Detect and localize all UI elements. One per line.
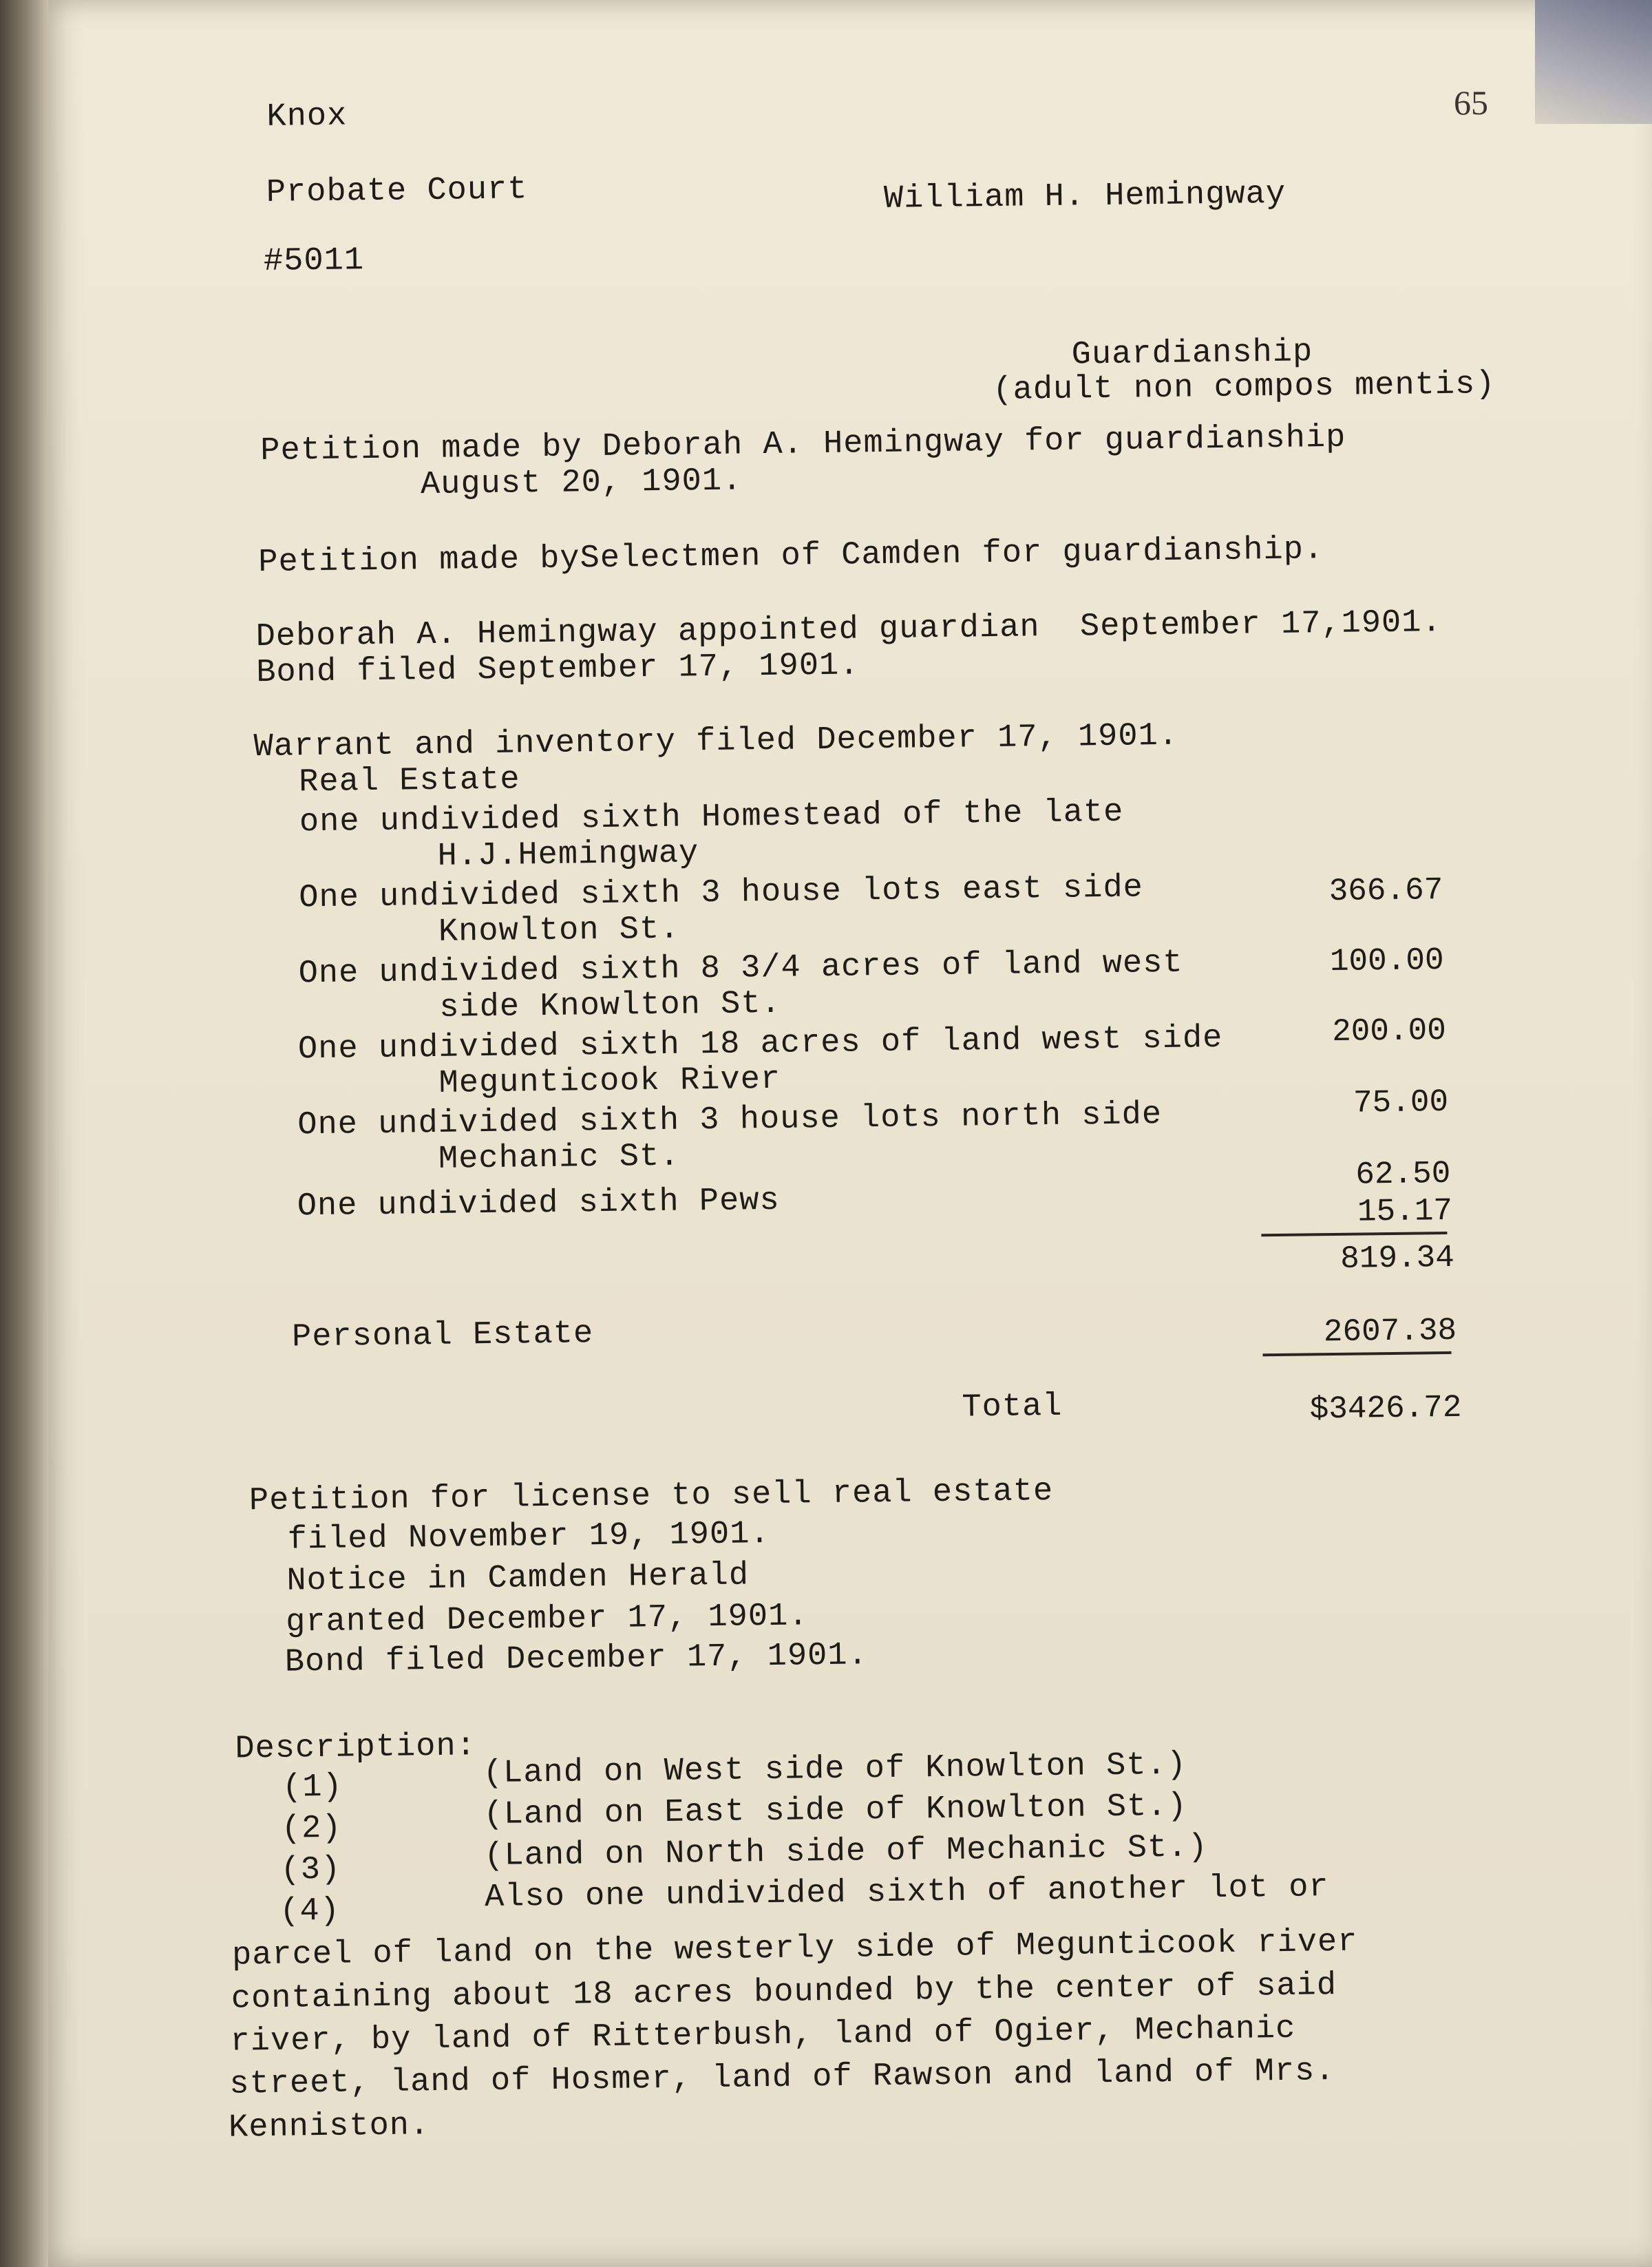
inventory-item-5-line-1: One undivided sixth 3 house lots north side — [297, 1097, 1163, 1144]
inventory-item-1-value: 366.67 — [1328, 872, 1443, 910]
appointment-line-2: Bond filed September 17, 1901. — [256, 647, 860, 692]
inventory-item-3-line-1: One undivided sixth 8 3/4 acres of land west — [298, 945, 1183, 993]
court-label: Probate Court — [266, 171, 528, 211]
total-label: Total — [962, 1388, 1063, 1426]
inventory-item-5-value: 62.50 — [1355, 1155, 1451, 1193]
inventory-item-4-line-1: One undivided sixth 18 acres of land west side — [297, 1020, 1223, 1068]
inventory-item-4-line-2: Megunticook River — [438, 1061, 781, 1102]
description-entry-4-text: Also one undivided sixth of another lot or — [484, 1869, 1329, 1917]
license-line-4: granted December 17, 1901. — [285, 1598, 809, 1641]
license-line-1: Petition for license to sell real estate — [248, 1473, 1054, 1520]
case-type: Guardianship — [1071, 334, 1313, 374]
subtotal-rule — [1261, 1232, 1447, 1236]
inventory-heading: Warrant and inventory filed December 17, 1901. — [253, 717, 1179, 766]
petition-1-line-1: Petition made by Deborah A. Hemingway for guardianship — [260, 419, 1346, 470]
inventory-item-6-value: 15.17 — [1357, 1192, 1453, 1230]
description-heading: Description: — [235, 1728, 477, 1768]
description-continuation-4: street, land of Hosmer, land of Rawson and land of Mrs. — [229, 2053, 1335, 2103]
page-number: 65 — [1454, 83, 1488, 122]
description-entry-1-num: (1) — [282, 1769, 343, 1806]
case-number: #5011 — [263, 242, 365, 280]
description-entry-3-text: (Land on North side of Mechanic St.) — [484, 1829, 1208, 1875]
description-entry-2-text: (Land on East side of Knowlton St.) — [483, 1788, 1188, 1834]
description-entry-1-text: (Land on West side of Knowlton St.) — [483, 1747, 1187, 1793]
description-entry-4-num: (4) — [279, 1892, 341, 1930]
total-rule — [1263, 1351, 1452, 1356]
description-continuation-3: river, by land of Ritterbush, land of Ogier, Mechanic — [230, 2010, 1296, 2060]
real-estate-total: 819.34 — [1339, 1239, 1455, 1277]
petition-2: Petition made bySelectmen of Camden for guardianship. — [258, 531, 1324, 582]
description-continuation-2: containing about 18 acres bounded by the center of said — [231, 1968, 1337, 2018]
license-line-5: Bond filed December 17, 1901. — [284, 1637, 869, 1681]
inventory-item-2-value: 100.00 — [1329, 942, 1444, 980]
description-continuation-5: Kenniston. — [228, 2107, 430, 2147]
personal-estate-label: Personal Estate — [291, 1316, 594, 1356]
appointment-line-1: Deborah A. Hemingway appointed guardian September 17,1901. — [255, 604, 1442, 656]
license-line-2: filed November 19, 1901. — [287, 1516, 770, 1559]
inventory-item-5-line-2: Mechanic St. — [438, 1138, 680, 1178]
license-line-3: Notice in Camden Herald — [286, 1557, 750, 1600]
inventory-item-2-line-1: One undivided sixth 3 house lots east side — [299, 869, 1144, 917]
description-entry-2-num: (2) — [281, 1810, 342, 1848]
personal-estate-value: 2607.38 — [1323, 1312, 1457, 1351]
description-entry-3-num: (3) — [280, 1851, 341, 1889]
petition-1-line-2: August 20, 1901. — [420, 463, 743, 504]
inventory-item-1-line-1: one undivided sixth Homestead of the late — [299, 794, 1124, 841]
inventory-item-3-value: 200.00 — [1331, 1012, 1447, 1051]
inventory-item-2-line-2: Knowlton St. — [438, 911, 680, 951]
county-label: Knox — [266, 98, 348, 136]
real-estate-label: Real Estate — [298, 761, 520, 801]
inventory-item-6-line-1: One undivided sixth Pews — [297, 1182, 781, 1225]
inventory-item-3-line-2: side Knowlton St. — [438, 985, 782, 1026]
description-continuation-1: parcel of land on the westerly side of Megunticook river — [231, 1923, 1358, 1974]
inventory-item-4-value: 75.00 — [1353, 1084, 1449, 1121]
case-name: William H. Hemingway — [883, 176, 1286, 218]
inventory-item-1-line-2: H.J.Hemingway — [437, 835, 699, 875]
total-value: $3426.72 — [1309, 1389, 1462, 1428]
case-type-detail: (adult non compos mentis) — [993, 366, 1496, 409]
